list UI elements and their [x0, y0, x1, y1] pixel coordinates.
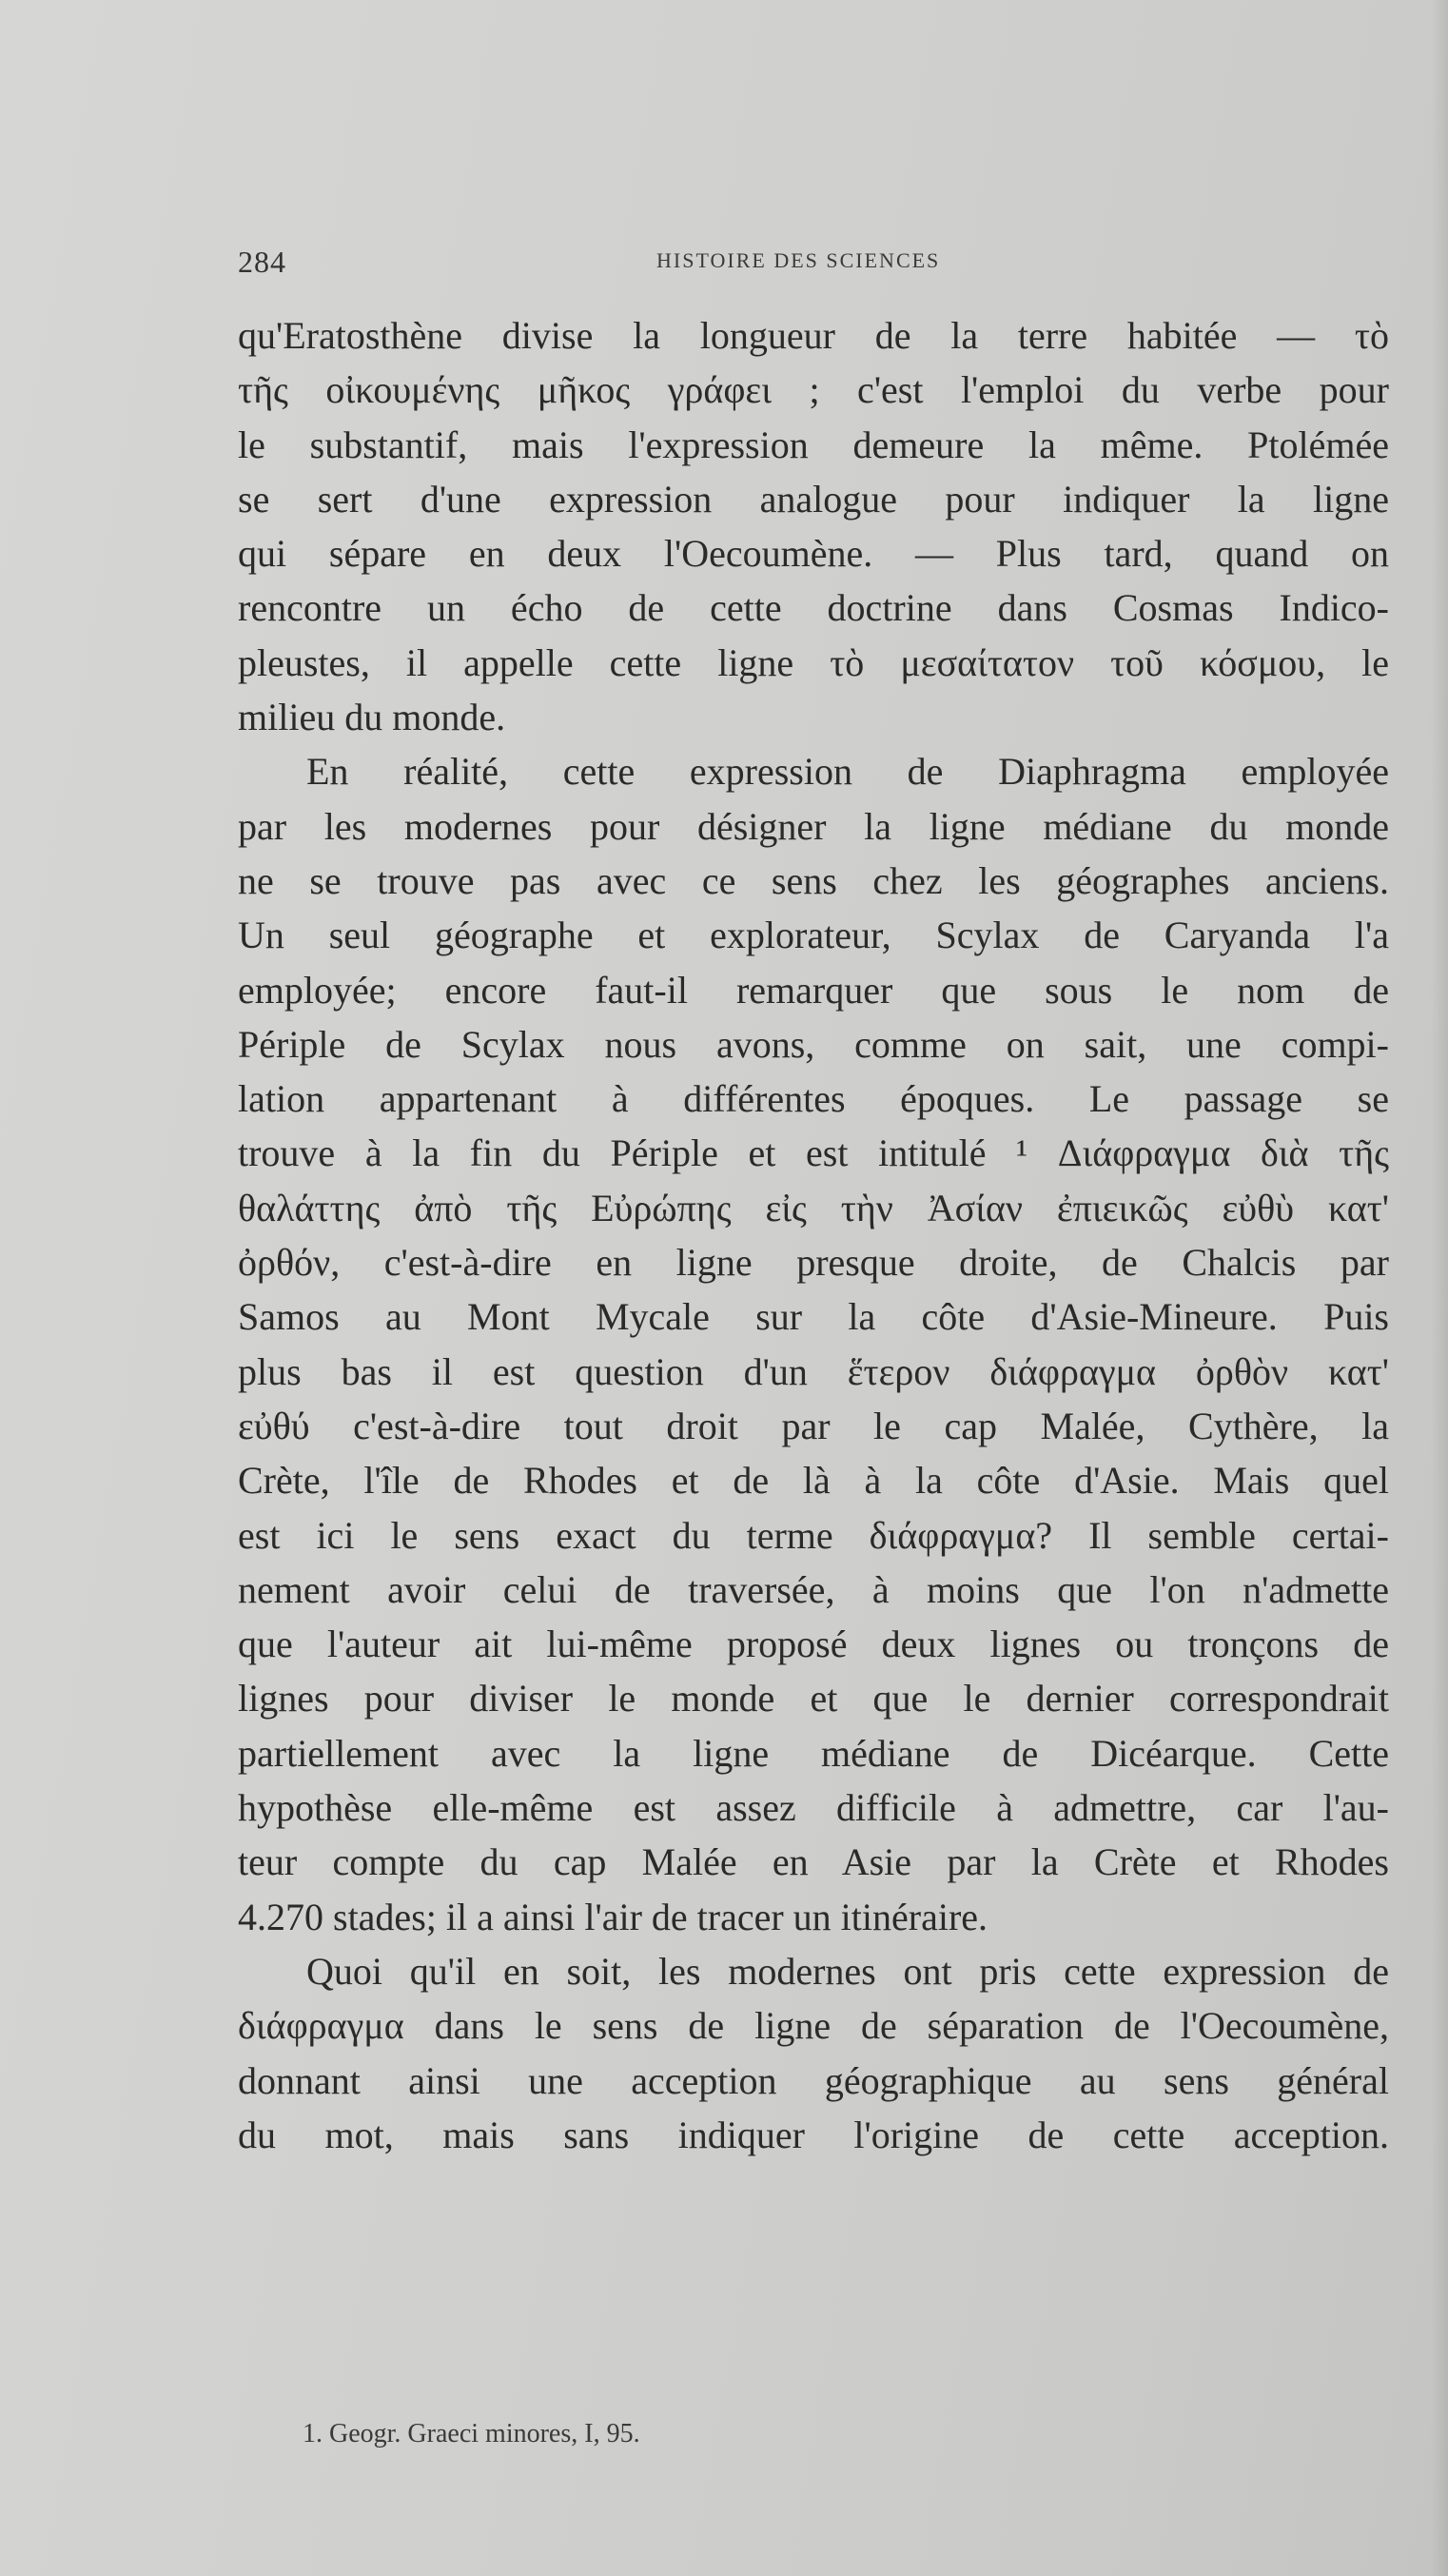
body-text: [238, 308, 1389, 2162]
text-line: donnant ainsi une acception géographique au sens général: [238, 2058, 1389, 2102]
page-edge-shadow: [1431, 0, 1448, 2576]
text-line: se sert d'une expression analogue pour indiquer la ligne: [238, 477, 1389, 521]
text-line: trouve à la fin du Périple et est intitulé ¹ Διάφραγμα διὰ τῆς: [238, 1131, 1389, 1175]
text-line: rencontre un écho de cette doctrine dans Cosmas Indico-: [238, 586, 1389, 630]
footnote: 1. Geogr. Graeci minores, I, 95.: [303, 2419, 640, 2448]
running-title: HISTOIRE DES SCIENCES: [656, 248, 941, 272]
text-line: Périple de Scylax nous avons, comme on sait, une compi-: [238, 1022, 1389, 1066]
text-line: par les modernes pour désigner la ligne médiane du monde: [238, 804, 1389, 848]
text-line: qu'Eratosthène divise la longueur de la terre habitée — τὸ: [238, 314, 1389, 357]
text-line: θαλάττης ἀπὸ τῆς Εὐρώπης εἰς τὴν Ἀσίαν ἐπιεικῶς εὐθὺ κατ': [238, 1186, 1389, 1229]
text-line: Crète, l'île de Rhodes et de là à la côte d'Asie. Mais quel: [238, 1459, 1389, 1503]
text-line: plus bas il est question d'un ἕτερον διάφραγμα ὀρθὸν κατ': [238, 1349, 1389, 1393]
text-line: lation appartenant à différentes époques. Le passage se: [238, 1077, 1389, 1121]
text-line: est ici le sens exact du terme διάφραγμα? Il semble certai-: [238, 1513, 1389, 1557]
text-line: Quoi qu'il en soit, les modernes ont pris cette expression de: [306, 1949, 1389, 1993]
running-head: [238, 245, 1389, 283]
text-line: ne se trouve pas avec ce sens chez les géographes anciens.: [238, 858, 1389, 902]
text-line: τῆς οἰκουμένης μῆκος γράφει ; c'est l'emploi du verbe pour: [238, 368, 1389, 412]
text-line: le substantif, mais l'expression demeure la même. Ptolémée: [238, 423, 1389, 466]
text-line: διάφραγμα dans le sens de ligne de séparation de l'Oecoumène,: [238, 2004, 1389, 2048]
text-line: nement avoir celui de traversée, à moins que l'on n'admette: [238, 1567, 1389, 1611]
text-line: employée; encore faut-il remarquer que sous le nom de: [238, 968, 1389, 1012]
text-line: εὐθύ c'est-à-dire tout droit par le cap Malée, Cythère, la: [238, 1404, 1389, 1447]
text-line: 4.270 stades; il a ainsi l'air de tracer un itinéraire.: [238, 1895, 988, 1938]
text-line: pleustes, il appelle cette ligne τὸ μεσαίτατον τοῦ κόσμου, le: [238, 640, 1389, 684]
text-line: que l'auteur ait lui-même proposé deux lignes ou tronçons de: [238, 1622, 1389, 1666]
text-line: ὀρθόν, c'est-à-dire en ligne presque droite, de Chalcis par: [238, 1241, 1389, 1285]
text-line: du mot, mais sans indiquer l'origine de cette acception.: [238, 2113, 1389, 2156]
text-line: qui sépare en deux l'Oecoumène. — Plus tard, quand on: [238, 532, 1389, 576]
text-line: Samos au Mont Mycale sur la côte d'Asie-Mineure. Puis: [238, 1295, 1389, 1339]
text-line: teur compte du cap Malée en Asie par la Crète et Rhodes: [238, 1840, 1389, 1884]
text-line: lignes pour diviser le monde et que le dernier correspondrait: [238, 1677, 1389, 1721]
text-line: milieu du monde.: [238, 696, 506, 739]
text-line: En réalité, cette expression de Diaphragma employée: [306, 750, 1389, 794]
text-line: partiellement avec la ligne médiane de Dicéarque. Cette: [238, 1731, 1389, 1775]
page-number: 284: [238, 245, 286, 279]
text-line: hypothèse elle-même est assez difficile à admettre, car l'au-: [238, 1786, 1389, 1830]
text-line: Un seul géographe et explorateur, Scylax de Caryanda l'a: [238, 914, 1389, 957]
